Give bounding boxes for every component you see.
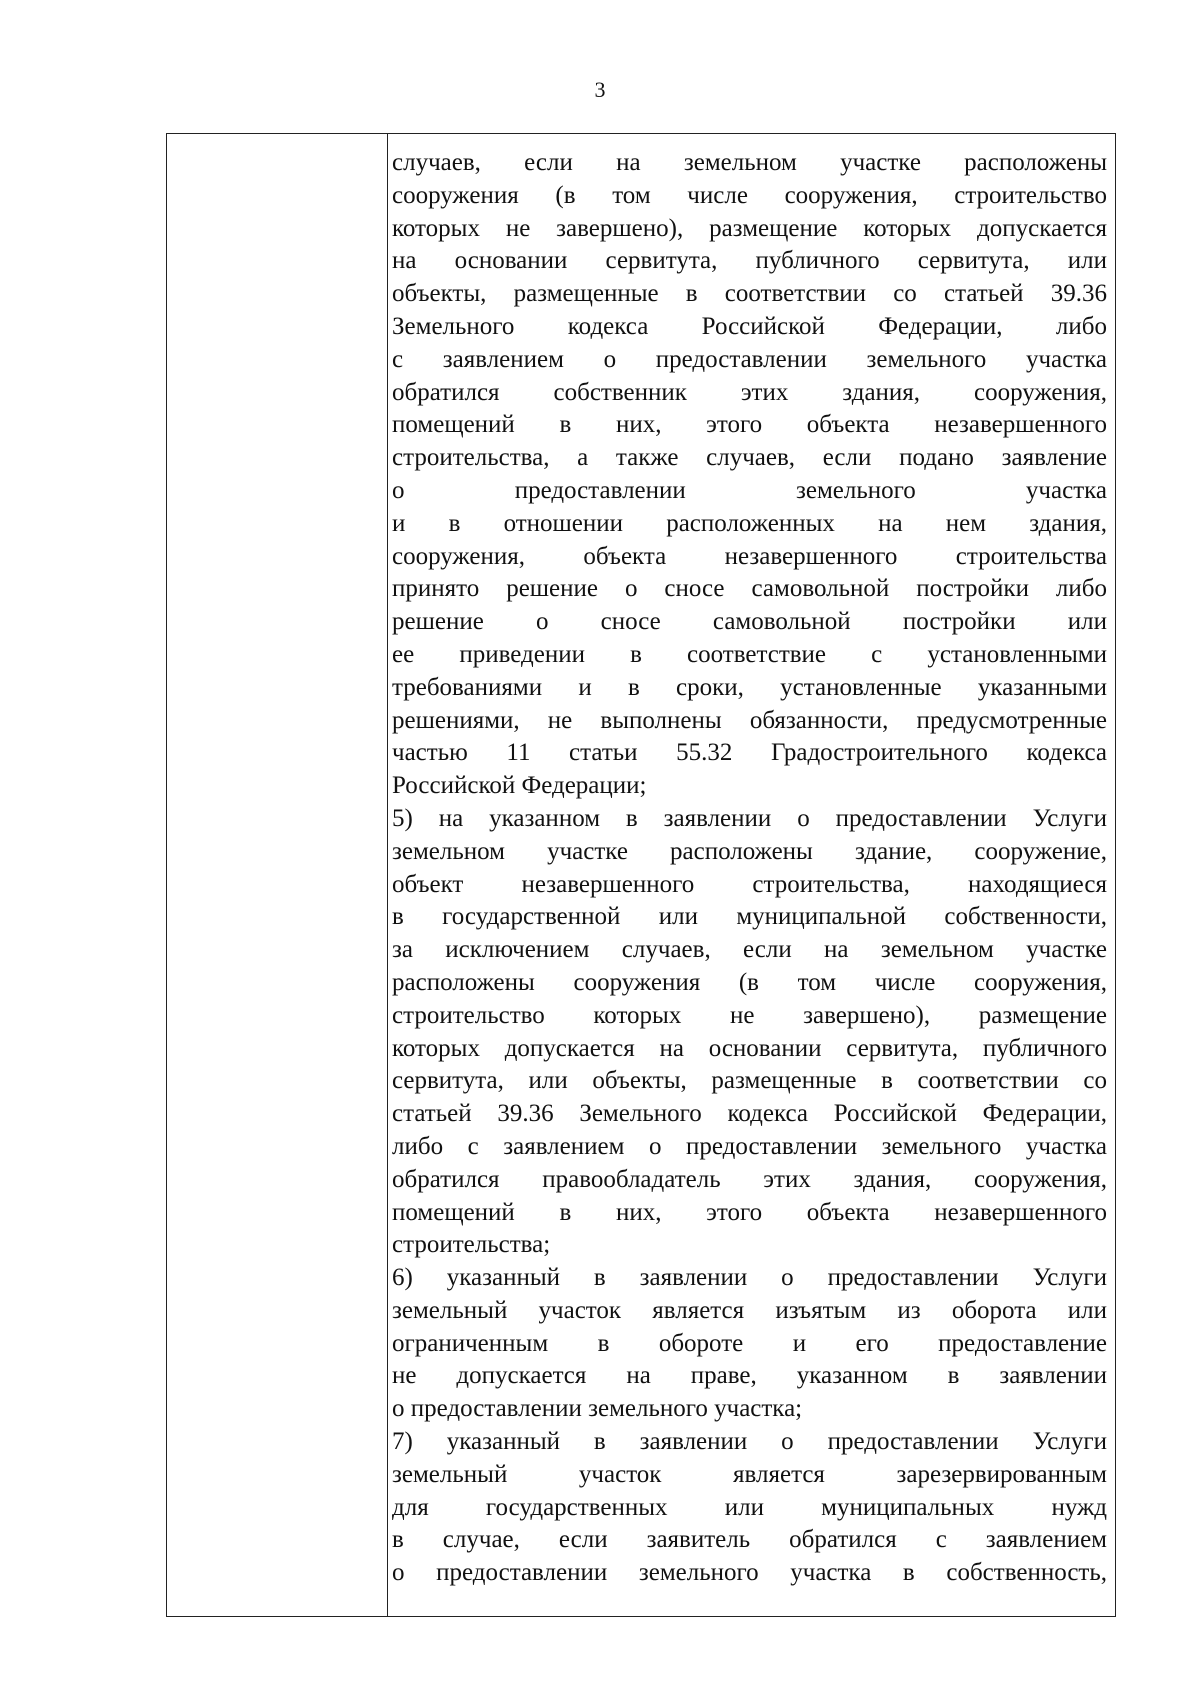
text-line: которых допускается на основании сервитута, публичного bbox=[392, 1034, 1107, 1062]
text-line: ограниченным в обороте и его предоставление bbox=[392, 1329, 1107, 1357]
text-line: о предоставлении земельного участка; bbox=[392, 1395, 803, 1423]
text-line: помещений в них, этого объекта незавершенного bbox=[392, 411, 1107, 439]
text-line: помещений в них, этого объекта незавершенного bbox=[392, 1198, 1107, 1226]
text-line: земельном участке расположены здание, сооружение, bbox=[392, 837, 1107, 865]
text-line: объект незавершенного строительства, находящиеся bbox=[392, 870, 1107, 898]
text-line: сооружения, объекта незавершенного строительства bbox=[392, 542, 1107, 570]
text-line: требованиями и в сроки, установленные указанными bbox=[392, 673, 1107, 701]
text-line: статьей 39.36 Земельного кодекса Российской Федерации, bbox=[392, 1100, 1107, 1128]
table-right-cell bbox=[390, 134, 1111, 1616]
text-line: ее приведении в соответствие с установленными bbox=[392, 640, 1107, 668]
text-line: строительства, а также случаев, если подано заявление bbox=[392, 444, 1107, 472]
text-line: сооружения (в том числе сооружения, строительство bbox=[392, 181, 1107, 209]
text-line: частью 11 статьи 55.32 Градостроительного кодекса bbox=[392, 739, 1107, 767]
text-line: и в отношении расположенных на нем здания, bbox=[392, 509, 1107, 537]
text-line: принято решение о сносе самовольной постройки либо bbox=[392, 575, 1107, 603]
text-line: земельный участок является зарезервированным bbox=[392, 1460, 1107, 1488]
text-line: 6) указанный в заявлении о предоставлении Услуги bbox=[392, 1264, 1107, 1292]
text-line: Земельного кодекса Российской Федерации, либо bbox=[392, 312, 1107, 340]
text-line: в государственной или муниципальной собственности, bbox=[392, 903, 1107, 931]
text-line: объекты, размещенные в соответствии со статьей 39.36 bbox=[392, 280, 1107, 308]
text-line: за исключением случаев, если на земельном участке bbox=[392, 936, 1107, 964]
text-line: строительства; bbox=[392, 1231, 551, 1259]
text-line: 7) указанный в заявлении о предоставлении Услуги bbox=[392, 1428, 1107, 1456]
text-line: для государственных или муниципальных нужд bbox=[392, 1493, 1107, 1521]
text-line: обратился правообладатель этих здания, сооружения, bbox=[392, 1165, 1107, 1193]
document-table bbox=[166, 133, 1116, 1617]
text-line: на основании сервитута, публичного сервитута, или bbox=[392, 247, 1107, 275]
text-line: либо с заявлением о предоставлении земельного участка bbox=[392, 1132, 1107, 1160]
text-line: о предоставлении земельного участка bbox=[392, 476, 1107, 504]
page-number: 3 bbox=[594, 77, 606, 102]
text-line: в случае, если заявитель обратился с заявлением bbox=[392, 1526, 1107, 1554]
text-line: 5) на указанном в заявлении о предоставлении Услуги bbox=[392, 804, 1107, 832]
text-line: о предоставлении земельного участка в собственность, bbox=[392, 1559, 1107, 1587]
text-line: случаев, если на земельном участке расположены bbox=[392, 149, 1107, 176]
text-line: с заявлением о предоставлении земельного участка bbox=[392, 345, 1107, 373]
text-line: обратился собственник этих здания, сооружения, bbox=[392, 378, 1107, 406]
text-line: расположены сооружения (в том числе сооружения, bbox=[392, 968, 1107, 996]
table-left-cell bbox=[167, 134, 388, 1616]
text-line: строительство которых не завершено), размещение bbox=[392, 1001, 1107, 1029]
text-line: земельный участок является изъятым из оборота или bbox=[392, 1296, 1107, 1324]
text-line: не допускается на праве, указанном в заявлении bbox=[392, 1362, 1107, 1390]
text-line: решениями, не выполнены обязанности, предусмотренные bbox=[392, 706, 1107, 734]
text-line: которых не завершено), размещение которых допускается bbox=[392, 214, 1107, 242]
text-line: решение о сносе самовольной постройки или bbox=[392, 608, 1107, 636]
text-line: сервитута, или объекты, размещенные в соответствии со bbox=[392, 1067, 1107, 1095]
text-line: Российской Федерации; bbox=[392, 772, 647, 800]
